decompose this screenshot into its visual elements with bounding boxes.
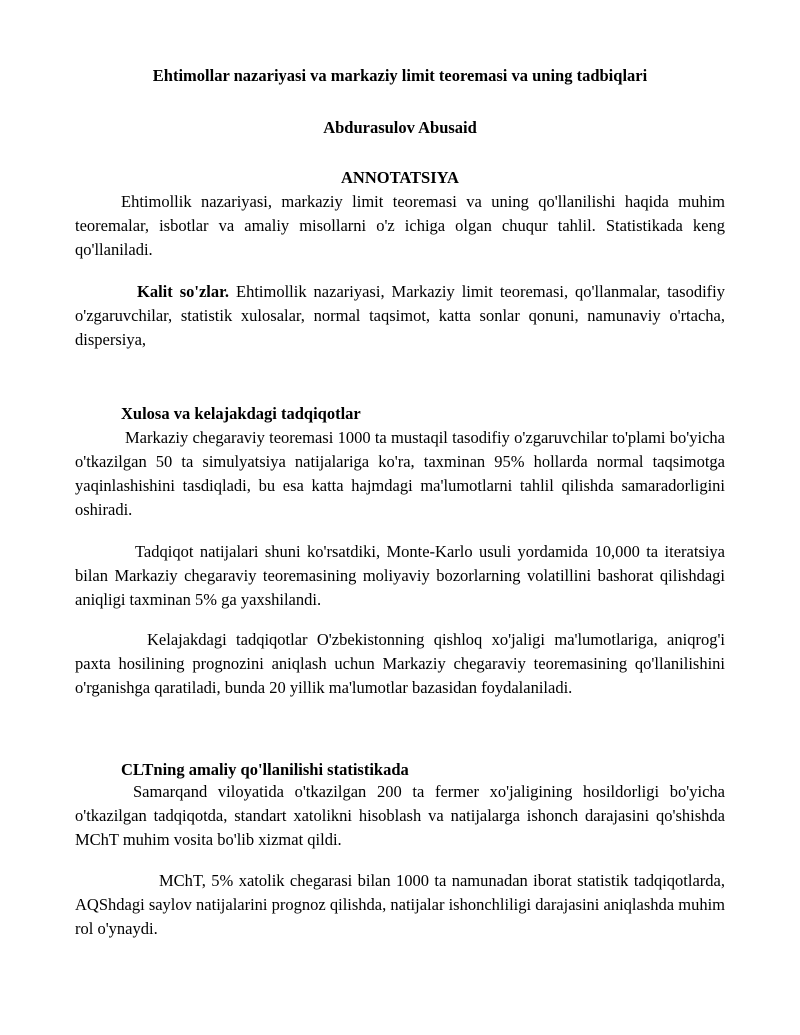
section-heading-clt: CLTning amaliy qo'llanilishi statistikada: [121, 760, 409, 779]
keywords-text: Ehtimollik nazariyasi, Markaziy limit teoremasi, qo'llanmalar, tasodifiy o'zgaruvchilar, statistik xulosalar, normal taqsimot, katta sonlar qonuni, namunaviy o'rtacha, dispersiya,: [75, 282, 725, 349]
clt-paragraph-1: Samarqand viloyatida o'tkazilgan 200 ta fermer xo'jaligining hosildorligi bo'yicha o'tkazilgan tadqiqotda, standart xatolikni hisoblash va natijalarga ishonch darajasini qo'shishda MChT muhim vosita bo'lib xizmat qildi.: [75, 782, 725, 849]
annotation-heading: ANNOTATSIYA: [341, 168, 459, 187]
paper-title: Ehtimollar nazariyasi va markaziy limit teoremasi va uning tadbiqlari: [152, 66, 648, 85]
author-name: Abdurasulov Abusaid: [323, 118, 477, 137]
conclusion-paragraph-1: Markaziy chegaraviy teoremasi 1000 ta mustaqil tasodifiy o'zgaruvchilar to'plami bo'yicha o'tkazilgan 50 ta simulyatsiya natijalariga ko'ra, taxminan 95% hollarda normal taqsimotga yaqinlashishini tasdiqladi, bu esa katta hajmdagi ma'lumotlarni tahlil qilishda samaradorligini oshiradi.: [75, 428, 725, 519]
clt-paragraph-2: MChT, 5% xatolik chegarasi bilan 1000 ta namunadan iborat statistik tadqiqotlarda, AQShdagi saylov natijalarini prognoz qilishda, natijalar ishonchliligi darajasini aniqlashda muhim rol o'ynaydi.: [75, 871, 725, 938]
conclusion-paragraph-3: Kelajakdagi tadqiqotlar O'zbekistonning qishloq xo'jaligi ma'lumotlariga, aniqrog'i paxta hosilining prognozini aniqlash uchun Markaziy chegaraviy teoremasining qo'llanilishini o'rganishga qaratiladi, bunda 20 yillik ma'lumotlar bazasidan foydalaniladi.: [75, 630, 725, 697]
section-heading-conclusion: Xulosa va kelajakdagi tadqiqotlar: [121, 404, 361, 423]
keywords-paragraph: [75, 280, 725, 352]
annotation-paragraph: Ehtimollik nazariyasi, markaziy limit teoremasi va uning qo'llanilishi haqida muhim teoremalar, isbotlar va amaliy misollarni o'z ichiga olgan chuqur tahlil. Statistikada keng qo'llaniladi.: [75, 192, 725, 259]
conclusion-paragraph-2: Tadqiqot natijalari shuni ko'rsatdiki, Monte-Karlo usuli yordamida 10,000 ta iteratsiya bilan Markaziy chegaraviy teoremasining moliyaviy bozorlarning volatillini bashorat qilishdagi aniqligi taxminan 5% ga yaxshilandi.: [75, 542, 725, 609]
keywords-label: Kalit so'zlar.: [137, 282, 230, 301]
